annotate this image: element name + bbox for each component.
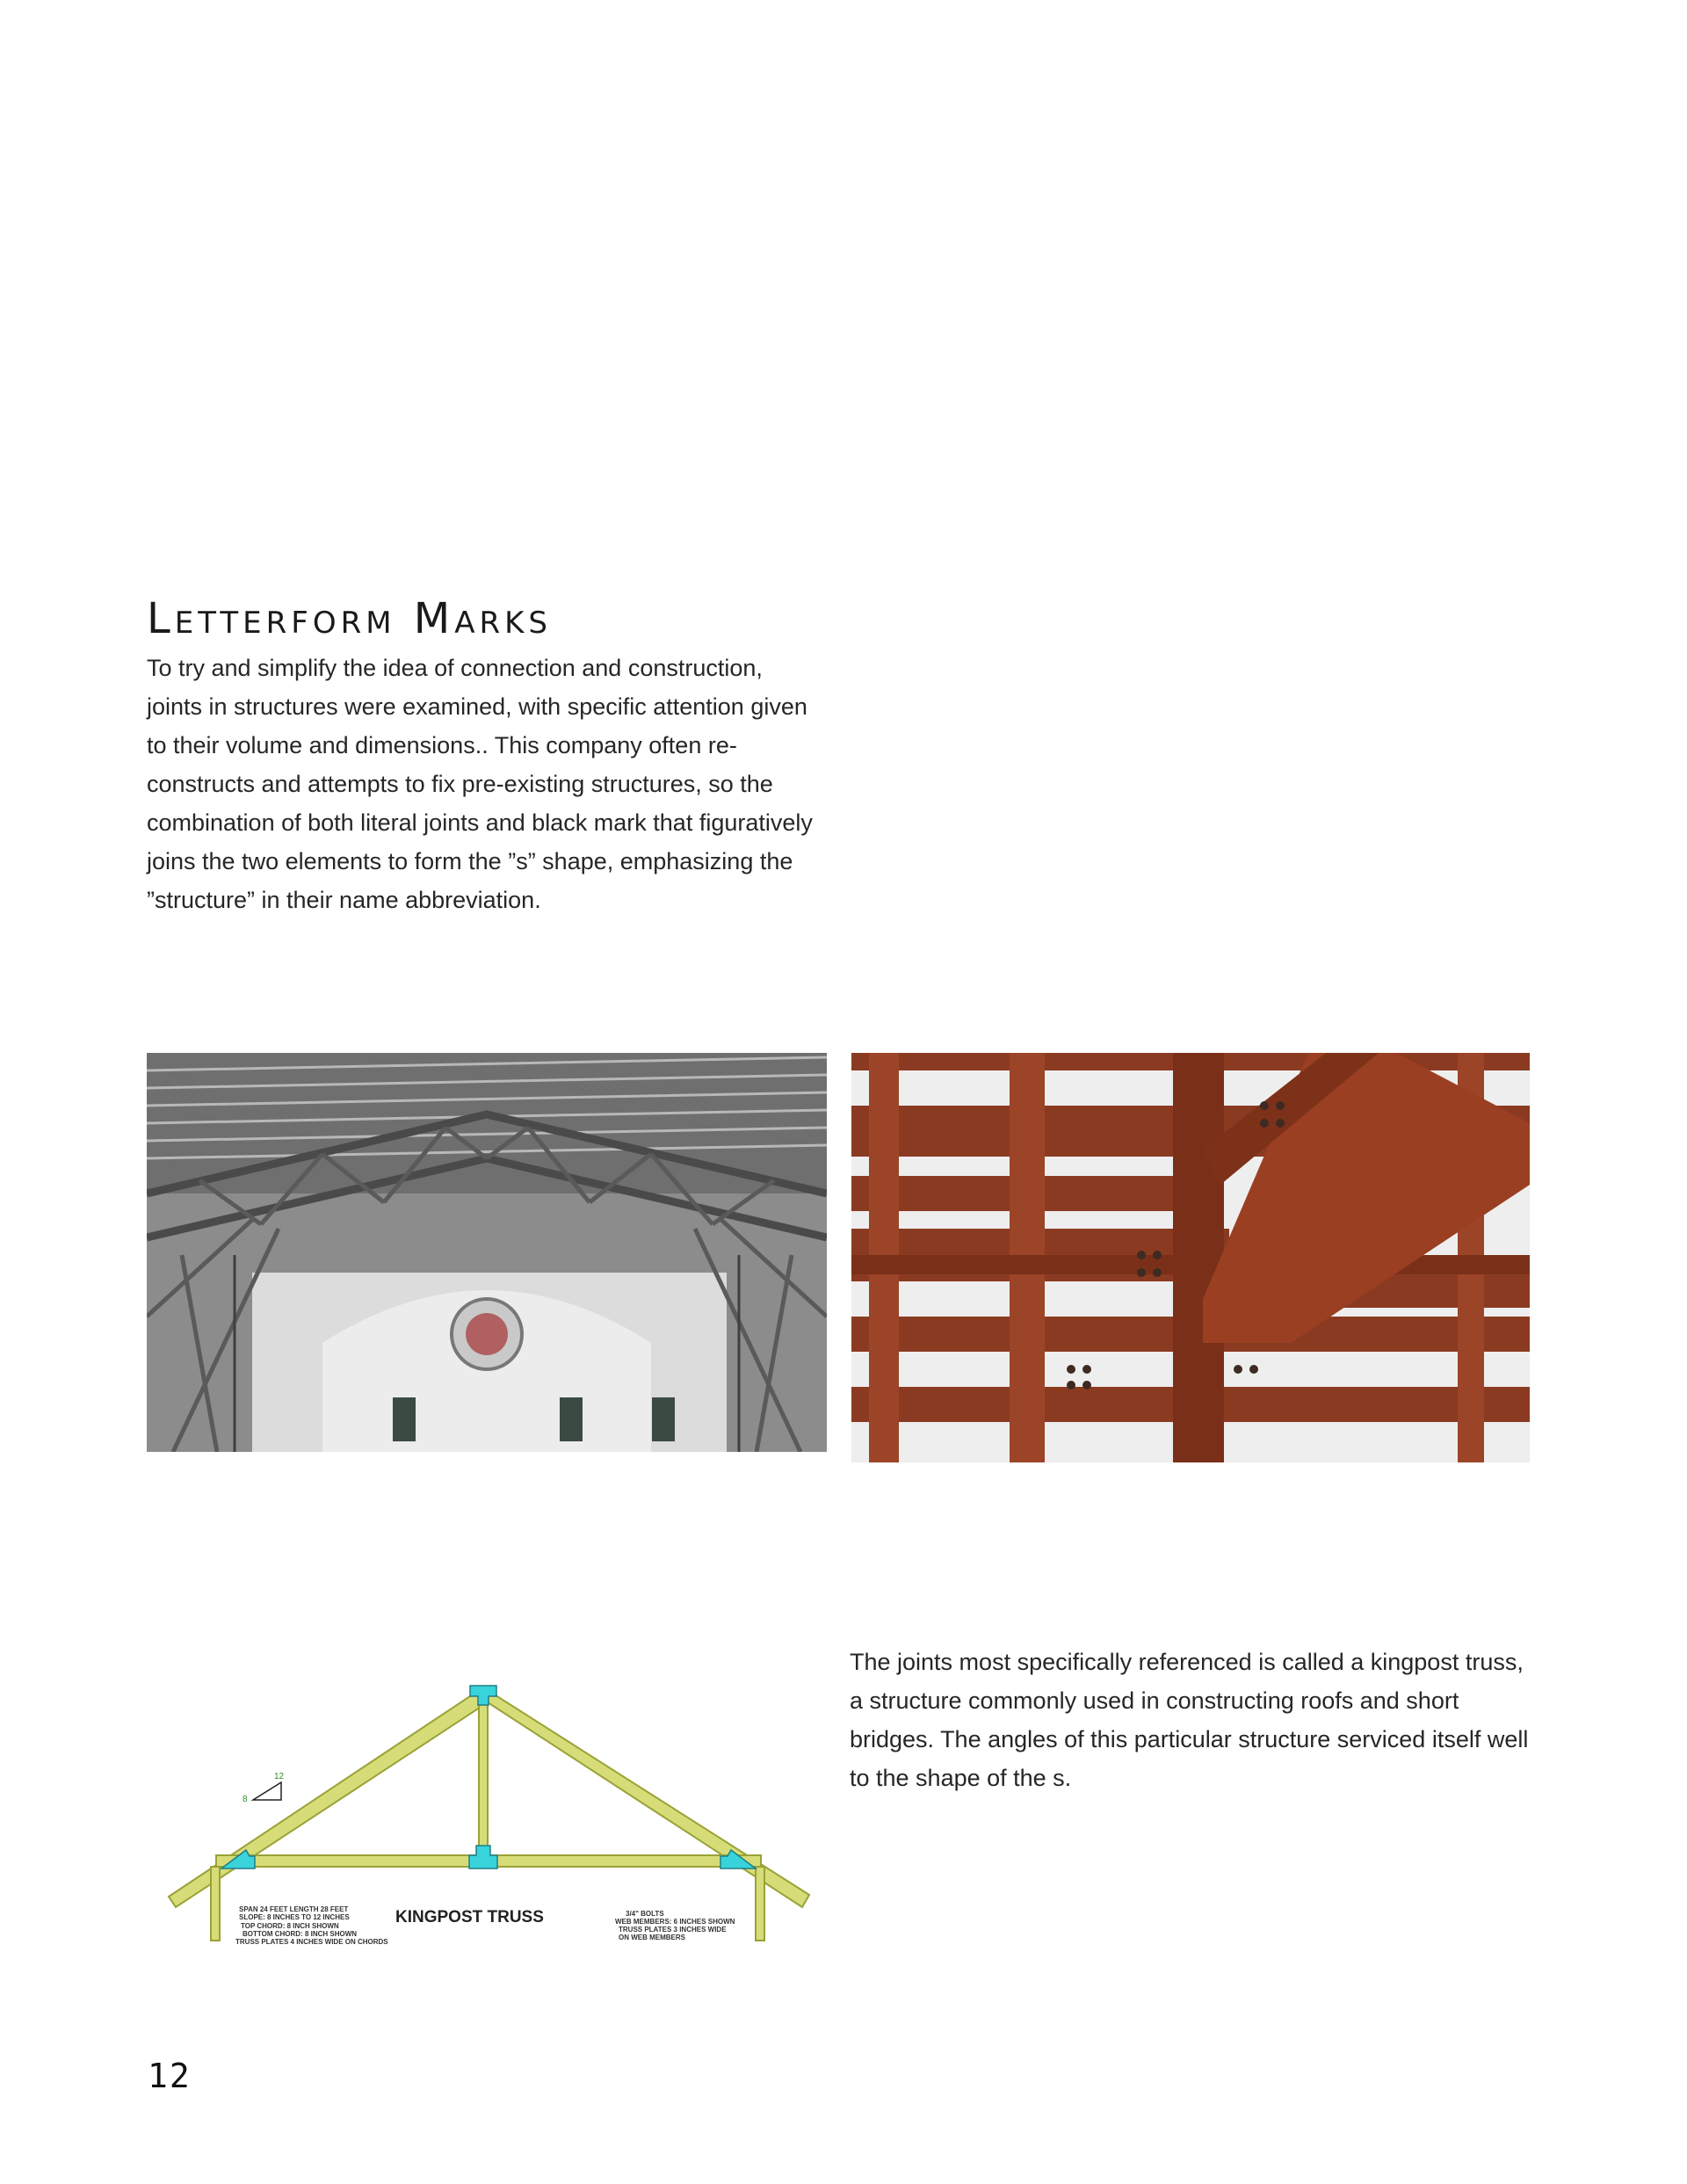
specs-right [615,1910,735,1941]
page-heading: Letterform Marks [147,594,552,643]
slope-indicator [243,1772,285,1804]
svg-text:TOP CHORD: 8 INCH SHOWN: TOP CHORD: 8 INCH SHOWN [241,1922,339,1930]
slope-rise-label: 8 [243,1795,248,1804]
specs-left [235,1905,388,1946]
steel-roof-truss-photo [147,1053,827,1452]
svg-text:WEB MEMBERS: 6 INCHES SHOWN: WEB MEMBERS: 6 INCHES SHOWN [615,1918,735,1926]
svg-text:SLOPE: 8 INCHES TO 12 INCHES: SLOPE: 8 INCHES TO 12 INCHES [239,1913,350,1921]
svg-text:SPAN 24 FEET LENGTH 28 FEET: SPAN 24 FEET LENGTH 28 FEET [239,1905,349,1913]
svg-text:TRUSS PLATES 3 INCHES WIDE: TRUSS PLATES 3 INCHES WIDE [619,1926,727,1934]
svg-text:TRUSS PLATES 4 INCHES WIDE ON: TRUSS PLATES 4 INCHES WIDE ON CHORDS [235,1938,388,1946]
svg-text:ON WEB MEMBERS: ON WEB MEMBERS [619,1934,685,1941]
steel-beam-frame-photo [851,1053,1530,1462]
intro-paragraph: To try and simplify the idea of connection and construction, joints in structures were examined, with specific attention given to their volume and dimensions.. This company often re-constructs and attempts to fix pre-existing structures, so the combination of both literal joints and black mark that figuratively joins the two elements to form the ”s” shape, emphasizing the ”structure” in their name abbreviation. [147,655,813,913]
kingpost-truss-diagram [158,1670,817,1960]
svg-text:3/4" BOLTS: 3/4" BOLTS [626,1910,664,1918]
page-number: 12 [148,2057,192,2095]
diagram-title: KINGPOST TRUSS [395,1908,544,1926]
truss-frame [169,1687,809,1941]
slope-run-label: 12 [274,1772,285,1781]
kingpost-note-paragraph: The joints most specifically referenced is called a kingpost truss, a structure commonly used in constructing roofs and short bridges. The angles of this particular structure serviced itself well to the shape of the s. [850,1649,1529,1791]
svg-text:BOTTOM CHORD: 8 INCH SHOWN: BOTTOM CHORD: 8 INCH SHOWN [243,1930,358,1938]
